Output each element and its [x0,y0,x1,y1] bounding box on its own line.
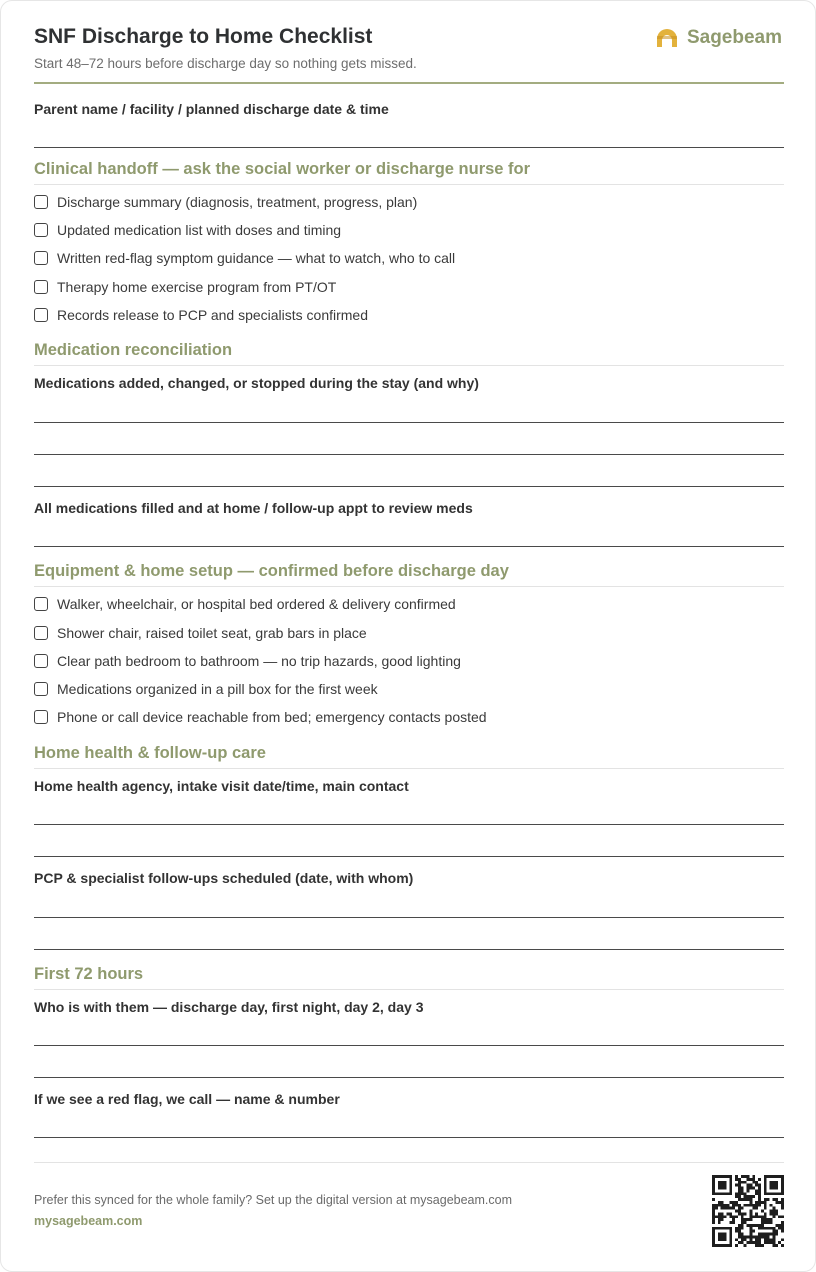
checklist-item[interactable] [34,279,336,295]
write-line[interactable] [34,422,784,423]
sagebeam-logo-icon [655,27,679,49]
qr-code-icon[interactable] [712,1175,784,1247]
footer-divider [34,1162,784,1163]
checklist-item[interactable] [34,625,367,641]
write-line[interactable] [34,1077,784,1078]
checklist-item-label: Discharge summary (diagnosis, treatment, progress, plan) [57,194,418,210]
write-line[interactable] [34,824,784,825]
checklist-item-label: Clear path bedroom to bathroom — no trip hazards, good lighting [57,653,461,669]
checkbox[interactable] [34,626,48,640]
checkbox[interactable] [34,195,48,209]
checklist-item-label: Therapy home exercise program from PT/OT [57,279,337,295]
medications-filled-label: All medications filled and at home / follow-up appt to review meds [34,500,473,516]
checkbox[interactable] [34,654,48,668]
brand-logo [655,27,782,49]
page-title: SNF Discharge to Home Checklist [34,25,373,48]
footer-link[interactable]: mysagebeam.com [34,1214,143,1228]
section-medication-reconciliation: Medication reconciliation [34,341,233,359]
section-divider [34,586,784,587]
write-line[interactable] [34,1137,784,1138]
checklist-item[interactable] [34,222,341,238]
checkbox[interactable] [34,710,48,724]
write-line[interactable] [34,454,784,455]
checklist-item-label: Shower chair, raised toilet seat, grab bars in place [57,625,367,641]
parent-info-line[interactable] [34,147,784,148]
write-line[interactable] [34,486,784,487]
footer-text: Prefer this synced for the whole family? Set up the digital version at mysagebeam.com [34,1193,513,1207]
header-divider [34,82,784,84]
section-clinical-handoff: Clinical handoff — ask the social worker or discharge nurse for [34,160,531,178]
checklist-item-label: Medications organized in a pill box for the first week [57,681,378,697]
parent-info-label: Parent name / facility / planned discharge date & time [34,101,389,117]
checklist-item-label: Records release to PCP and specialists confirmed [57,307,369,323]
write-line[interactable] [34,856,784,857]
write-line[interactable] [34,1045,784,1046]
section-divider [34,989,784,990]
checklist-item[interactable] [34,709,487,725]
checkbox[interactable] [34,251,48,265]
checkbox[interactable] [34,223,48,237]
checklist-item[interactable] [34,596,456,612]
section-home-health: Home health & follow-up care [34,744,266,762]
checkbox[interactable] [34,308,48,322]
page-subtitle: Start 48–72 hours before discharge day so nothing gets missed. [34,56,417,71]
write-line[interactable] [34,949,784,950]
checklist-item-label: Phone or call device reachable from bed; emergency contacts posted [57,709,487,725]
write-line[interactable] [34,546,784,547]
section-divider [34,365,784,366]
medication-changes-label: Medications added, changed, or stopped during the stay (and why) [34,375,479,391]
home-health-agency-label: Home health agency, intake visit date/time, main contact [34,778,409,794]
checklist-item[interactable] [34,250,455,266]
checkbox[interactable] [34,682,48,696]
checklist-item[interactable] [34,307,368,323]
checklist-item[interactable] [34,194,417,210]
checklist-item[interactable] [34,681,378,697]
checklist-item-label: Updated medication list with doses and timing [57,222,342,238]
brand-name: Sagebeam [686,27,782,48]
follow-ups-label: PCP & specialist follow-ups scheduled (date, with whom) [34,870,414,886]
section-divider [34,768,784,769]
checklist-item[interactable] [34,653,461,669]
section-first-72-hours: First 72 hours [34,965,144,983]
write-line[interactable] [34,917,784,918]
who-is-with-them-label: Who is with them — discharge day, first night, day 2, day 3 [34,999,424,1015]
checklist-item-label: Walker, wheelchair, or hospital bed ordered & delivery confirmed [57,596,456,612]
section-divider [34,184,784,185]
checkbox[interactable] [34,597,48,611]
checkbox[interactable] [34,280,48,294]
red-flag-contact-label: If we see a red flag, we call — name & number [34,1091,340,1107]
section-equipment-home-setup: Equipment & home setup — confirmed before discharge day [34,562,509,580]
checklist-item-label: Written red-flag symptom guidance — what to watch, who to call [57,250,456,266]
